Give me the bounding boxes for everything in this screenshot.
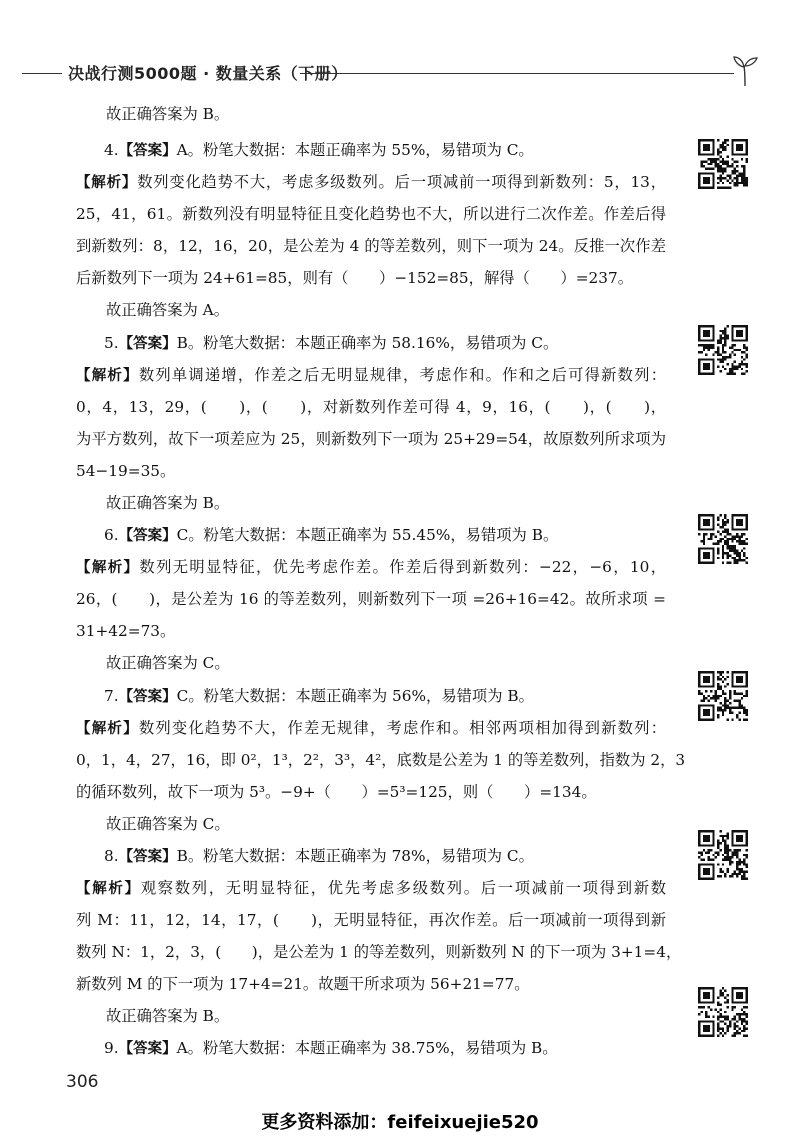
answer-label: 【答案】 <box>118 143 177 159</box>
answer-line-q9 <box>104 1038 558 1058</box>
analysis-line: 25，41，61。新数列没有明显特征且变化趋势也不大，所以进行二次作差。作差后得 <box>76 205 666 223</box>
answer-text: B。粉笔大数据：本题正确率为 78%，易错项为 C。 <box>176 847 534 865</box>
answer-label: 【答案】 <box>118 1041 177 1057</box>
qr-code-icon[interactable] <box>698 139 748 189</box>
page-number: 306 <box>66 1072 99 1092</box>
conclusion-line: 故正确答案为 C。 <box>106 654 230 672</box>
answer-line-q4 <box>104 140 534 160</box>
analysis-line <box>76 718 666 738</box>
answer-text: B。粉笔大数据：本题正确率为 58.16%，易错项为 C。 <box>176 334 559 352</box>
qr-code-icon[interactable] <box>698 987 748 1037</box>
header-rule-left <box>22 73 62 74</box>
analysis-text: 数列单调递增，作差之后无明显规律，考虑作和。作和之后可得新数列： <box>138 366 666 384</box>
conclusion-line: 故正确答案为 B。 <box>106 1007 230 1025</box>
analysis-line: 后新数列下一项为 24+61=85，则有（ ）−152=85，解得（ ）=237。 <box>76 269 634 287</box>
analysis-line: 0，1，4，27，16，即 0²，1³，2²，3³，4²，底数是公差为 1 的等差数列，指数为 2，3 <box>76 751 686 769</box>
qr-code-icon[interactable] <box>698 671 748 721</box>
running-header <box>0 58 800 88</box>
analysis-line: 的循环数列，故下一项为 5³。−9+（ ）=5³=125，则（ ）=134。 <box>76 783 597 801</box>
analysis-line: 26，( )，是公差为 16 的等差数列，则新数列下一项 =26+16=42。故所求项 = <box>76 590 666 608</box>
analysis-text: 观察数列，无明显特征，优先考虑多级数列。后一项减前一项得到新数 <box>140 879 667 897</box>
analysis-label: 【解析】 <box>76 881 141 897</box>
answer-label: 【答案】 <box>118 336 177 352</box>
conclusion-line: 故正确答案为 A。 <box>106 301 229 319</box>
analysis-line: 0，4，13，29，( )，( )，对新数列作差可得 4，9，16，( )，( )， <box>76 398 666 416</box>
conclusion-line: 故正确答案为 B。 <box>106 105 230 123</box>
question-number: 4. <box>104 141 119 159</box>
analysis-line <box>76 557 666 577</box>
analysis-label: 【解析】 <box>76 175 138 191</box>
question-number: 6. <box>104 526 119 544</box>
answer-text: C。粉笔大数据：本题正确率为 55.45%，易错项为 B。 <box>176 526 559 544</box>
sprout-icon <box>730 52 760 88</box>
analysis-line: 31+42=73。 <box>76 622 176 640</box>
analysis-line: 到新数列：8，12，16，20，是公差为 4 的等差数列，则下一项为 24。反推一次作差 <box>76 237 666 255</box>
answer-text: A。粉笔大数据：本题正确率为 55%，易错项为 C。 <box>176 141 534 159</box>
question-number: 9. <box>104 1039 119 1057</box>
answer-text: A。粉笔大数据：本题正确率为 38.75%，易错项为 B。 <box>176 1039 558 1057</box>
analysis-label: 【解析】 <box>76 560 140 576</box>
qr-code-icon[interactable] <box>698 325 748 375</box>
analysis-line: 为平方数列，故下一项差应为 25，则新数列下一项为 25+29=54，故原数列所求项为 <box>76 430 666 448</box>
conclusion-line: 故正确答案为 C。 <box>106 815 230 833</box>
conclusion-line: 故正确答案为 B。 <box>106 494 230 512</box>
footer-note: 更多资料添加：feifeixuejie520 <box>261 1112 539 1133</box>
answer-label: 【答案】 <box>118 849 177 865</box>
answer-line-q5 <box>104 333 558 353</box>
answer-line-q7 <box>104 686 534 706</box>
analysis-line: 数列 N：1，2，3，( )，是公差为 1 的等差数列，则新数列 N 的下一项为 3+1=4， <box>76 943 682 961</box>
question-number: 8. <box>104 847 119 865</box>
analysis-line: 新数列 M 的下一项为 17+4=21。故题干所求项为 56+21=77。 <box>76 975 530 993</box>
question-number: 7. <box>104 687 119 705</box>
answer-label: 【答案】 <box>118 689 177 705</box>
analysis-label: 【解析】 <box>76 721 139 737</box>
header-rule-right <box>300 73 734 74</box>
analysis-line <box>76 365 666 385</box>
analysis-label: 【解析】 <box>76 368 139 384</box>
analysis-text: 数列变化趋势不大，考虑多级数列。后一项减前一项得到新数列：5，13， <box>137 173 667 191</box>
analysis-line: 列 M：11，12，14，17，( )，无明显特征，再次作差。后一项减前一项得到新 <box>76 911 666 929</box>
analysis-line <box>76 878 666 898</box>
answer-line-q8 <box>104 846 534 866</box>
analysis-text: 数列变化趋势不大，作差无规律，考虑作和。相邻两项相加得到新数列： <box>138 719 666 737</box>
analysis-line <box>76 172 666 192</box>
question-number: 5. <box>104 334 119 352</box>
analysis-line: 54−19=35。 <box>76 462 176 480</box>
header-title: 决战行测5000题 · 数量关系（下册） <box>68 64 348 83</box>
qr-code-icon[interactable] <box>698 830 748 880</box>
answer-label: 【答案】 <box>118 528 177 544</box>
answer-text: C。粉笔大数据：本题正确率为 56%，易错项为 B。 <box>176 687 534 705</box>
answer-line-q6 <box>104 525 558 545</box>
qr-code-icon[interactable] <box>698 514 748 564</box>
analysis-text: 数列无明显特征，优先考虑作差。作差后得到新数列：−22，−6，10， <box>139 558 666 576</box>
